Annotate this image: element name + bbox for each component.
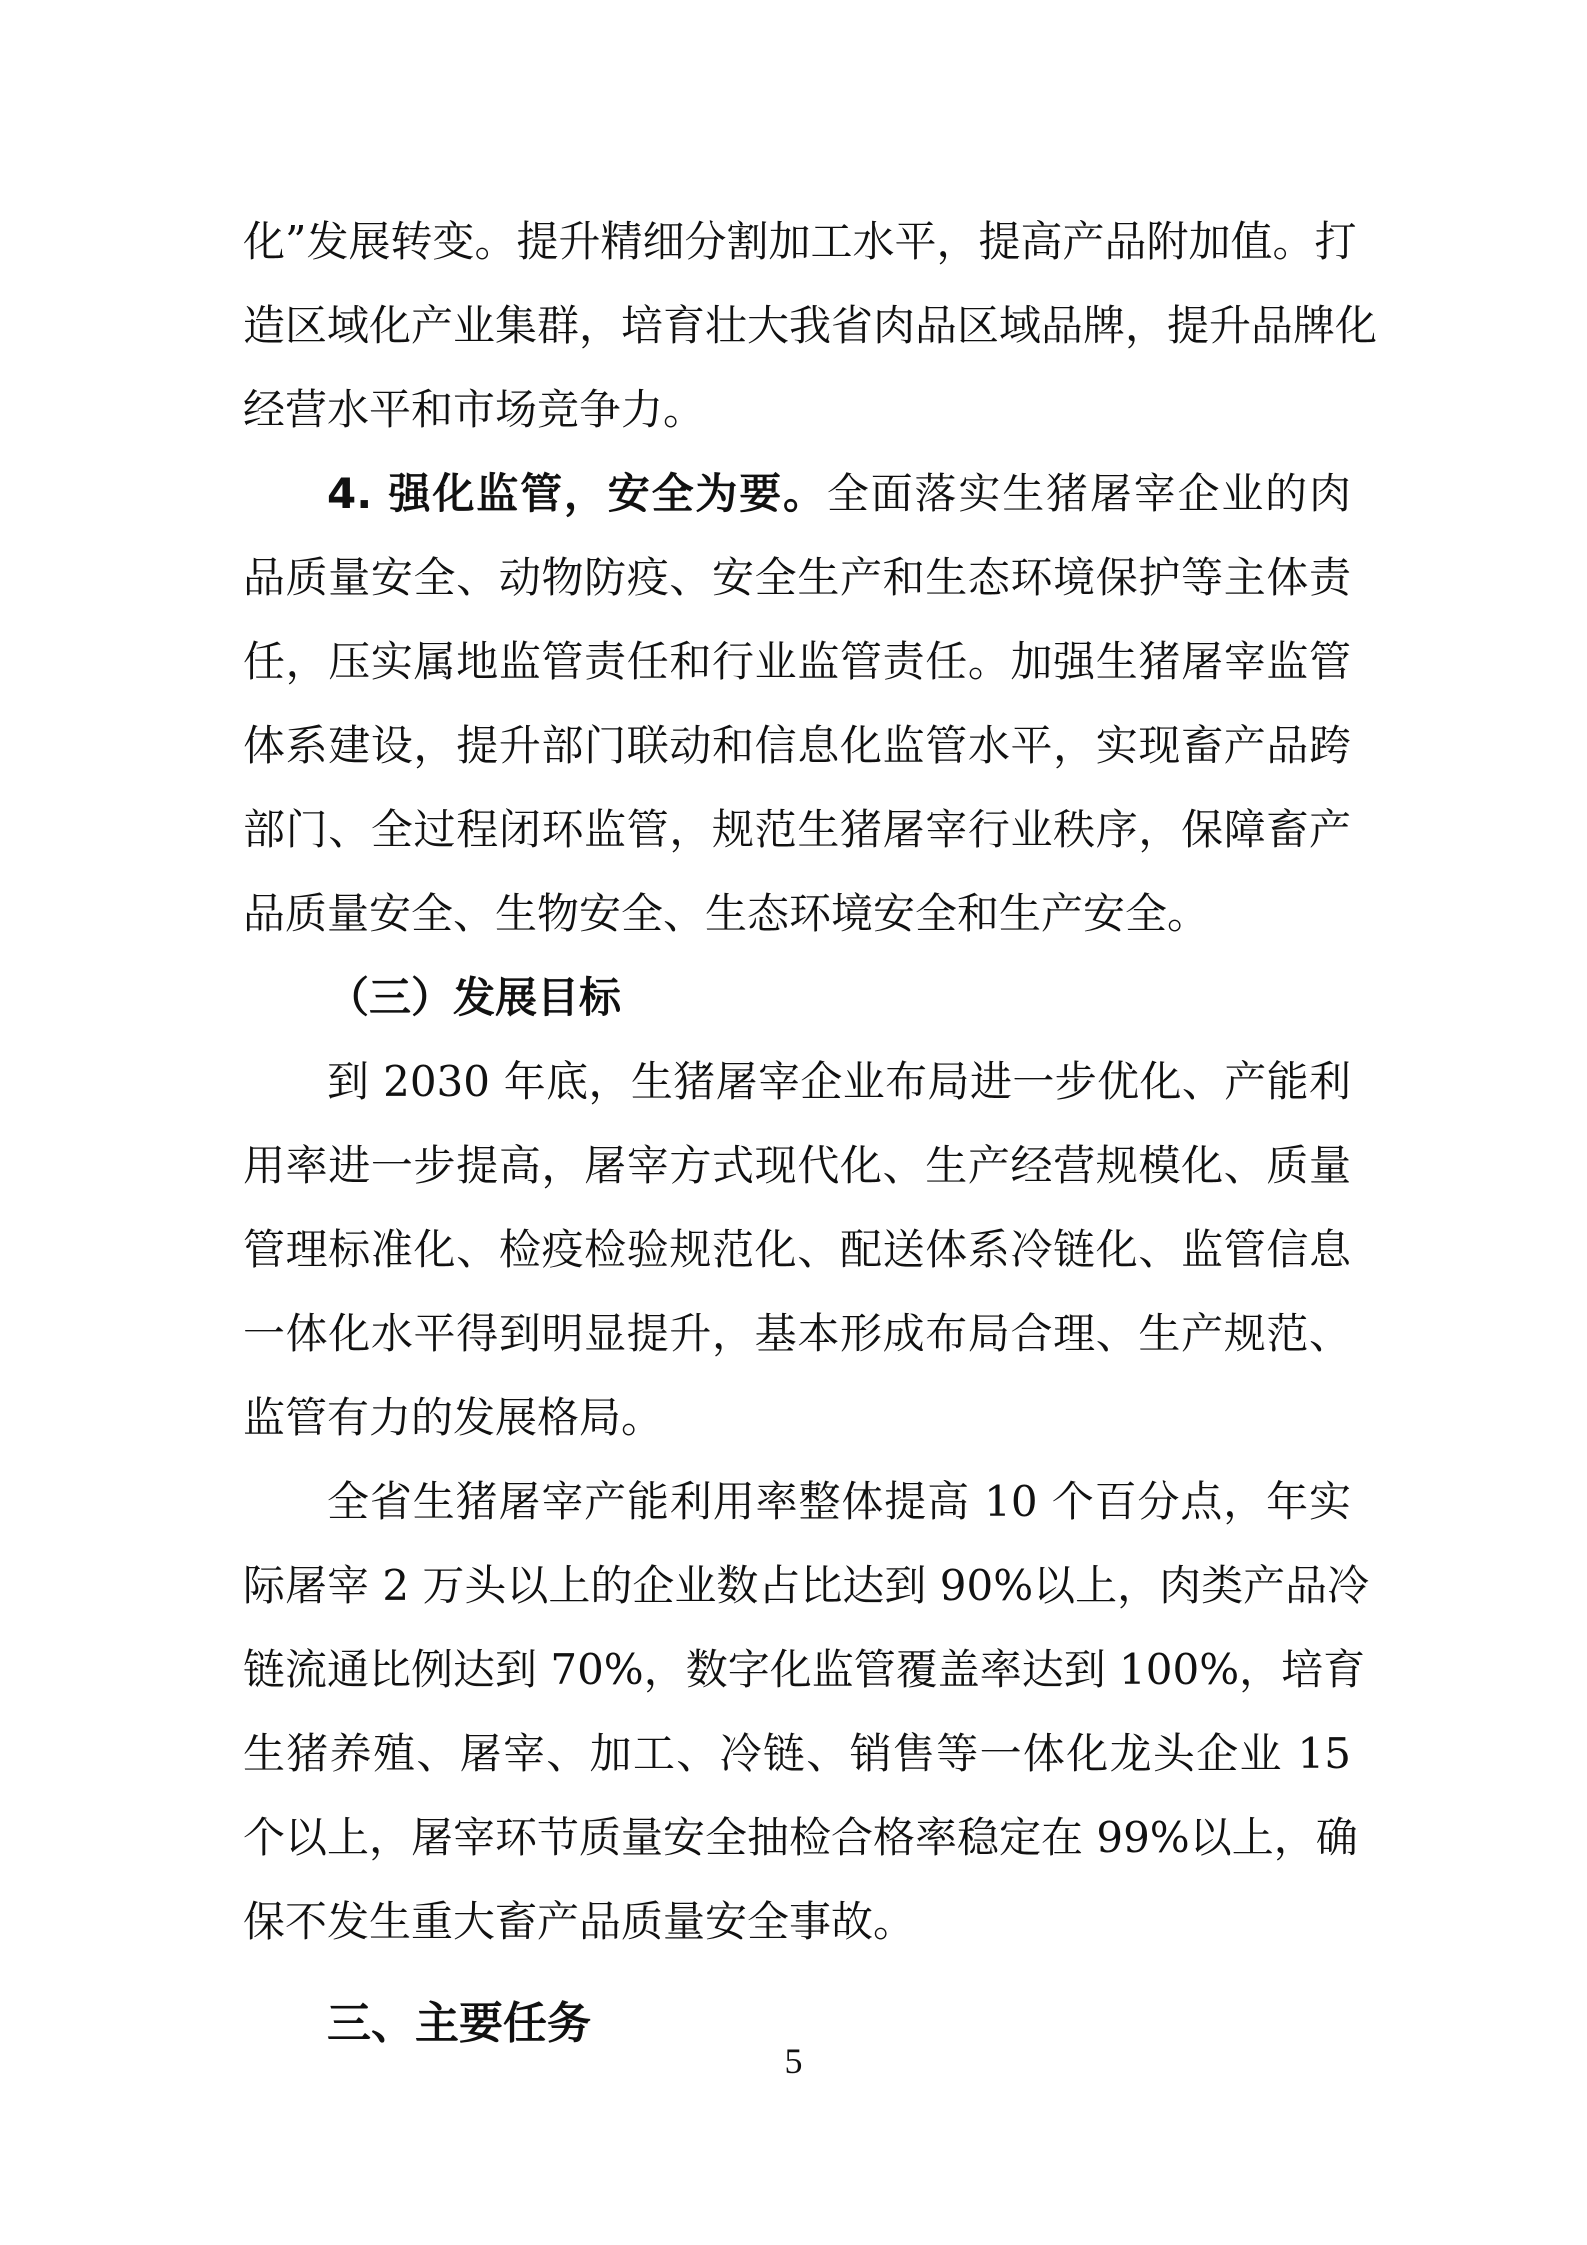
text-line: 化”发展转变。提升精细分割加工水平，提高产品附加值。打 — [243, 217, 1357, 266]
text-line: 全省生猪屠宰产能利用率整体提高 10 个百分点，年实 — [327, 1477, 1351, 1526]
section-heading-development-goals: （三）发展目标 — [327, 973, 622, 1022]
text-line: 一体化水平得到明显提升，基本形成布局合理、生产规范、 — [243, 1309, 1351, 1358]
text-line: 个以上，屠宰环节质量安全抽检合格率稳定在 99%以上，确 — [243, 1813, 1358, 1862]
section-heading-main-tasks: 三、主要任务 — [327, 1998, 591, 2049]
text-line: 到 2030 年底，生猪屠宰企业布局进一步优化、产能利 — [327, 1057, 1351, 1106]
text-line: 链流通比例达到 70%，数字化监管覆盖率达到 100%，培育 — [243, 1645, 1366, 1694]
text-line: 保不发生重大畜产品质量安全事故。 — [243, 1897, 916, 1946]
paragraph-intro — [243, 200, 1378, 452]
text-line: 品质量安全、生物安全、生态环境安全和生产安全。 — [243, 889, 1210, 938]
item-4-heading: 4. 强化监管，安全为要。 — [327, 469, 827, 518]
paragraph-goals-1 — [243, 1040, 1351, 1460]
text-line: 经营水平和市场竞争力。 — [243, 385, 706, 434]
text-line: 监管有力的发展格局。 — [243, 1393, 664, 1442]
text-line: 际屠宰 2 万头以上的企业数占比达到 90%以上，肉类产品冷 — [243, 1561, 1370, 1610]
text-line: 体系建设，提升部门联动和信息化监管水平，实现畜产品跨 — [243, 721, 1351, 770]
text-line — [243, 452, 1351, 536]
text-line: 用率进一步提高，屠宰方式现代化、生产经营规模化、质量 — [243, 1141, 1351, 1190]
text-line: 造区域化产业集群，培育壮大我省肉品区域品牌，提升品牌化 — [243, 301, 1378, 350]
paragraph-item-4 — [243, 452, 1351, 956]
text-line: 任，压实属地监管责任和行业监管责任。加强生猪屠宰监管 — [243, 637, 1351, 686]
paragraph-goals-2 — [243, 1460, 1370, 1964]
text-line: 生猪养殖、屠宰、加工、冷链、销售等一体化龙头企业 15 — [243, 1729, 1351, 1778]
page-number: 5 — [784, 2041, 803, 2081]
text-line: 管理标准化、检疫检验规范化、配送体系冷链化、监管信息 — [243, 1225, 1351, 1274]
text-line: 部门、全过程闭环监管，规范生猪屠宰行业秩序，保障畜产 — [243, 805, 1351, 854]
text-line: 品质量安全、动物防疫、安全生产和生态环境保护等主体责 — [243, 553, 1351, 602]
item-4-first-line-text: 全面落实生猪屠宰企业的肉 — [826, 469, 1351, 518]
page-body — [243, 200, 1378, 2072]
